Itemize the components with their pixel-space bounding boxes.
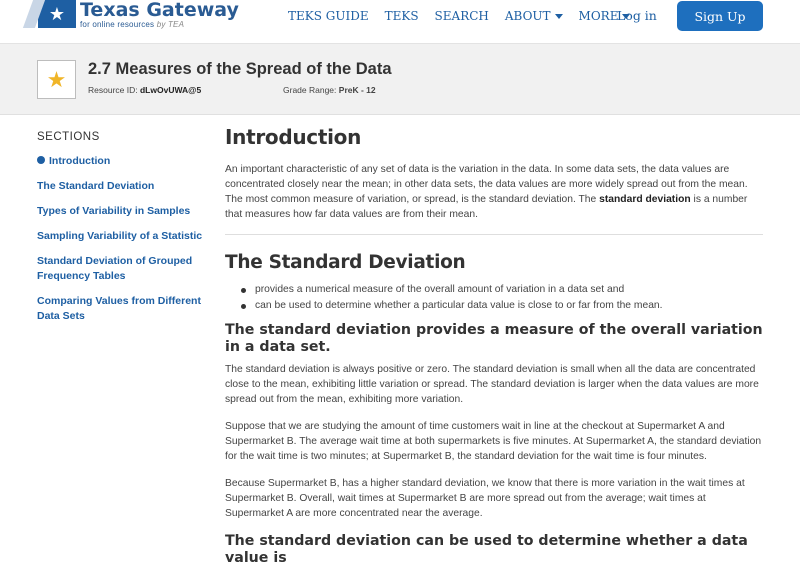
nav-label: SEARCH	[434, 9, 489, 23]
logo-text	[80, 0, 239, 30]
top-header	[0, 0, 800, 44]
paragraph: Suppose that we are studying the amount of time customers wait in line at the checkout at Supermarket A and Supermarket B. The average wait time at both supermarkets is five minutes. At Supermarket A, the standard deviation for the wait time is two minutes; at Supermarket B, the standard deviation for the wait time is four minutes.	[225, 421, 762, 462]
main-nav	[288, 8, 646, 24]
star-icon: ★	[46, 66, 67, 92]
caret-down-icon	[555, 14, 563, 19]
sidebar-item-grouped-frequency[interactable]: Standard Deviation of Grouped Frequency Tables	[37, 255, 193, 282]
star-icon: ★	[48, 4, 66, 24]
intro-text: An important characteristic of any set of data is the variation in the data. In some data sets, the data values are concentrated closely near the mean; in other data sets, the data values are more widely spread out from the mean. The most common measure of variation, or spread, is the standard deviation. The	[225, 164, 748, 205]
nav-label: TEKS	[384, 9, 419, 23]
grade-range-value: PreK - 12	[338, 85, 376, 95]
standard-deviation-heading: The Standard Deviation	[225, 252, 466, 273]
nav-label: ABOUT	[504, 9, 551, 23]
sidebar-item-types-of-variability[interactable]: Types of Variability in Samples	[37, 205, 191, 217]
resource-id-label: Resource ID:	[88, 85, 138, 95]
nav-label: TEKS GUIDE	[288, 9, 369, 23]
resource-header	[0, 44, 800, 115]
logo-by: by TEA	[156, 20, 185, 29]
intro-text-end: is a number that measures how far data values are from their mean.	[225, 194, 748, 220]
logo-badge	[38, 0, 76, 28]
resource-id	[88, 84, 201, 96]
dot-icon	[37, 156, 45, 164]
paragraph: The standard deviation is always positive or zero. The standard deviation is small when all the data are concentrated close to the mean, exhibiting little variation or spread. The standard deviation is larger when the data values are more spread out from the mean, exhibiting more variation.	[225, 364, 759, 405]
nav-search[interactable]	[435, 8, 489, 24]
subheading-overall-variation: The standard deviation provides a measure of the overall variation in a data set.	[225, 322, 763, 355]
site-logo[interactable]	[38, 0, 239, 32]
paragraph: Because Supermarket B, has a higher standard deviation, we know that there is more variation in the wait times at Supermarket B. Overall, wait times at Supermarket B are more spread out from the average; wait times at Supermarket A are more concentrated near the average.	[225, 478, 745, 519]
nav-teks[interactable]	[385, 8, 419, 24]
resource-id-value: dLwOvUWA@5	[139, 85, 202, 95]
nav-teks-guide[interactable]	[288, 8, 369, 24]
logo-subtitle-text: for online resources	[80, 20, 155, 29]
list-item: can be used to determine whether a particular data value is close to or far from the mean.	[241, 298, 763, 314]
sections-sidebar	[37, 130, 207, 334]
sidebar-item-sampling-variability[interactable]: Sampling Variability of a Statistic	[37, 230, 203, 242]
section-divider	[225, 234, 763, 235]
subheading-data-value: The standard deviation can be used to determine whether a data value is	[225, 533, 748, 566]
login-link[interactable]: Log in	[617, 8, 657, 23]
logo-title: Texas Gateway	[80, 0, 239, 21]
sd-bullet-list	[241, 282, 763, 314]
nav-label: MORE	[578, 9, 619, 23]
grade-range	[283, 84, 376, 96]
sections-heading: SECTIONS	[37, 131, 100, 143]
signup-button[interactable]: Sign Up	[677, 1, 763, 31]
sidebar-item-standard-deviation[interactable]: The Standard Deviation	[37, 180, 155, 192]
grade-range-label: Grade Range:	[283, 85, 337, 95]
page-title: 2.7 Measures of the Spread of the Data	[88, 60, 392, 78]
sidebar-item-introduction[interactable]	[37, 154, 207, 169]
nav-about[interactable]	[505, 8, 563, 24]
list-item: provides a numerical measure of the overall amount of variation in a data set and	[241, 282, 763, 298]
favorite-button[interactable]	[37, 60, 76, 99]
sidebar-item-comparing-values[interactable]: Comparing Values from Different Data Sets	[37, 295, 201, 322]
intro-term: standard deviation	[599, 194, 691, 205]
sidebar-item-label: Introduction	[49, 155, 111, 167]
main-content	[225, 124, 763, 573]
intro-paragraph	[225, 162, 763, 222]
logo-subtitle	[80, 20, 239, 30]
intro-heading: Introduction	[225, 125, 362, 149]
